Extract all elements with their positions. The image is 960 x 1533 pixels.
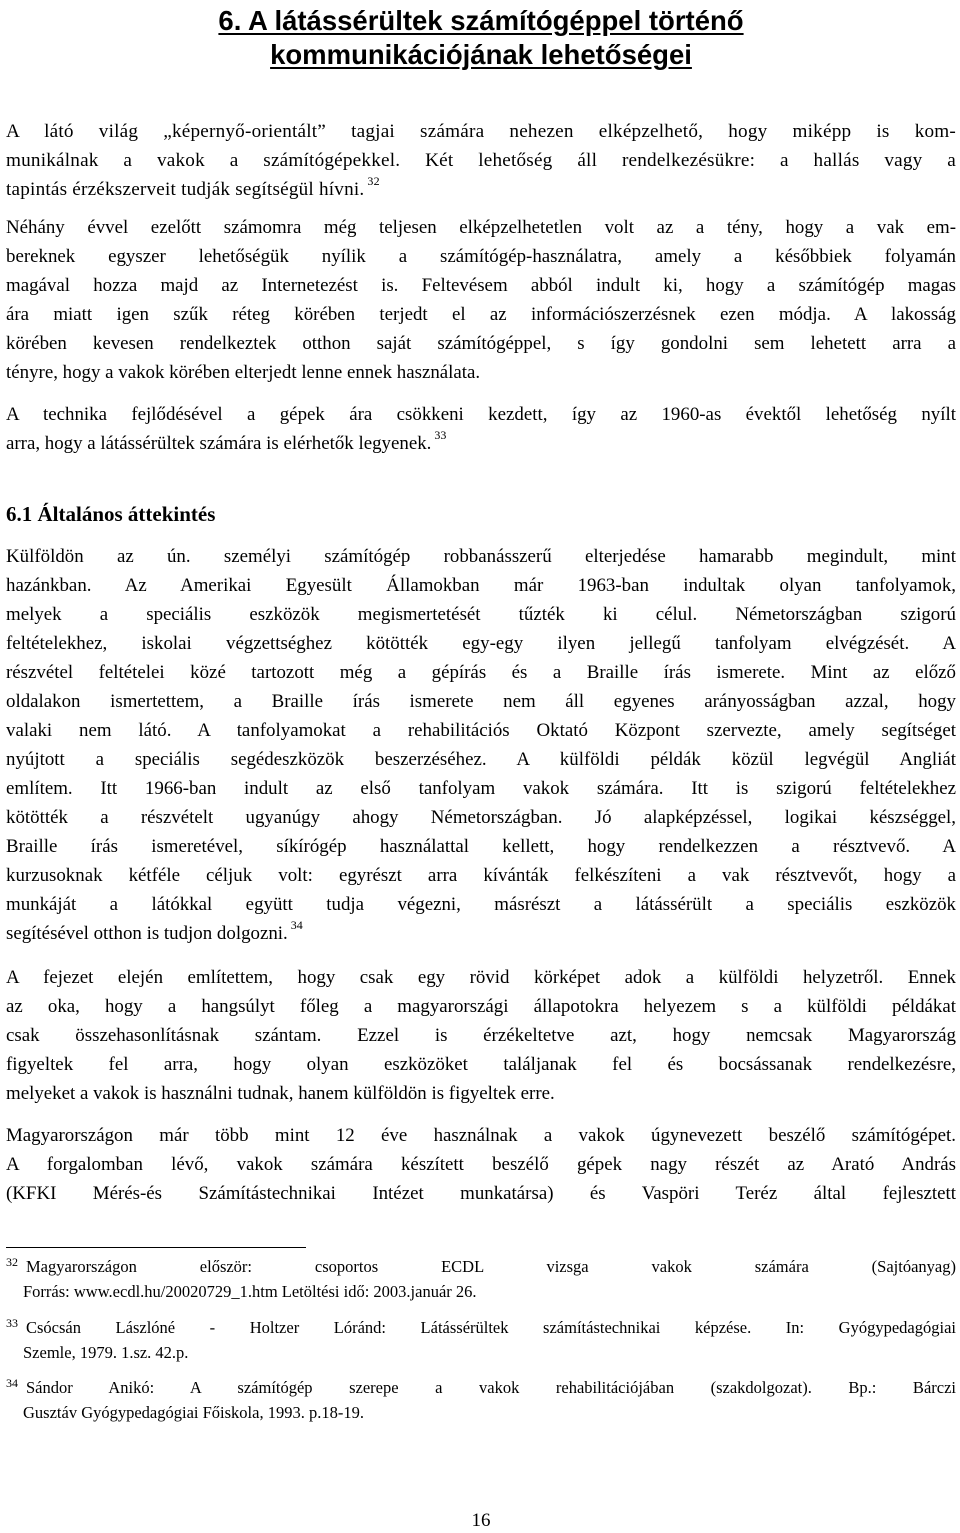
text-line: hazánkban. Az Amerikai Egyesült Államokban már 1963-ban indultak olyan tanfolyamok,	[6, 575, 956, 596]
text-line: oldalakon ismertettem, a Braille írás ismerete nem áll egyenes arányosságban azzal, hogy	[6, 691, 956, 712]
chapter-title-line-1: 6. A látássérültek számítógéppel történő	[218, 5, 744, 36]
text-line: Külföldön az ún. személyi számítógép robbanásszerű elterjedése hamarabb megindult, mint	[6, 546, 956, 567]
document-page	[6, 0, 956, 1531]
footnote-line: Forrás: www.ecdl.hu/20020729_1.htm Letöltési idő: 2003.január 26.	[23, 1282, 477, 1301]
text-line: részvétel feltételei közé tartozott még a gépírás és a Braille írás ismerete. Mint az előző	[6, 662, 956, 683]
text-line: magával hozza majd az Internetezést is. Feltevésem abból indult ki, hogy a számítógép magas	[6, 275, 956, 296]
footnote-divider	[6, 1247, 306, 1248]
text-line: kurzusoknak kétféle céljuk volt: egyrészt arra kívánták felkészíteni a vak résztvevőt, hogy a	[6, 865, 956, 886]
section-paragraph-1	[6, 542, 956, 950]
section-paragraph-2	[6, 963, 956, 1108]
text-line: az oka, hogy a hangsúlyt főleg a magyarországi állapotokra helyezem s a külföldi példákat	[6, 996, 956, 1017]
text-line: munkáját a látókkal együtt tudja végezni, másrészt a látássérült a speciális eszközök	[6, 894, 956, 915]
text-line-content: arra, hogy a látássérültek számára is elérhetők legyenek.	[6, 433, 432, 454]
text-line	[6, 919, 956, 950]
footnote-line: Gusztáv Gyógypedagógiai Főiskola, 1993. p.18-19.	[23, 1403, 364, 1422]
footnote-line	[6, 1376, 956, 1401]
text-line	[6, 175, 956, 206]
footnotes	[6, 1255, 956, 1425]
paragraph-2	[6, 213, 956, 387]
paragraph-3	[6, 400, 956, 460]
footnote-reference[interactable]: 33	[434, 428, 447, 442]
text-line: kötötték a részvételt ugyanúgy ahogy Németországban. Jó alapképzéssel, logikai készséggel,	[6, 807, 956, 828]
footnote-line	[6, 1255, 956, 1280]
text-line: tényre, hogy a vakok körében elterjedt lenne ennek használata.	[6, 362, 481, 383]
footnote-line: Szemle, 1979. 1.sz. 42.p.	[23, 1343, 189, 1362]
text-line	[6, 429, 956, 460]
text-line: Néhány évvel ezelőtt számomra még teljesen elképzelhetetlen volt az a tény, hogy a vak em-	[6, 217, 956, 238]
text-line: melyeket a vakok is használni tudnak, hanem külföldön is figyeltek erre.	[6, 1083, 555, 1104]
page-number: 16	[471, 1510, 491, 1531]
footnote-number: 34	[6, 1376, 18, 1390]
text-line: ára miatt igen szűk réteg körében terjedt el az információszerzésnek ezen módja. A lakosság	[6, 304, 956, 325]
text-line: (KFKI Mérés-és Számítástechnikai Intézet munkatársa) és Vaspöri Teréz által fejlesztett	[6, 1183, 956, 1204]
text-line: bereknek egyszer lehetőségük nyílik a számítógép-használatra, amely a későbbiek folyamán	[6, 246, 956, 267]
text-line: A látó világ „képernyő-orientált” tagjai számára nehezen elképzelhető, hogy miképp is kom-	[6, 121, 956, 142]
text-line: munikálnak a vakok a számítógépekkel. Két lehetőség áll rendelkezésükre: a hallás vagy a	[6, 150, 956, 171]
text-line: A fejezet elején említettem, hogy csak egy rövid körképet adok a külföldi helyzetről. Ennek	[6, 967, 956, 988]
chapter-title-line-2: kommunikációjának lehetőségei	[270, 39, 692, 70]
footnote-text: Magyarországon először: csoportos ECDL vizsga vakok számára (Sajtóanyag)	[26, 1257, 956, 1276]
footnote-number: 32	[6, 1255, 18, 1269]
footnote-text: Sándor Anikó: A számítógép szerepe a vakok rehabilitációjában (szakdolgozat). Bp.: Bárczi	[26, 1378, 956, 1397]
text-line: feltételekhez, iskolai végzettséghez kötötték egy-egy ilyen jellegű tanfolyam elvégzését. A	[6, 633, 956, 654]
footnote-number: 33	[6, 1316, 18, 1330]
footnote-34	[6, 1376, 956, 1425]
intro-paragraph	[6, 117, 956, 206]
text-line: A forgalomban lévő, vakok számára készített beszélő gépek nagy részét az Arató András	[6, 1154, 956, 1175]
footnote-line	[6, 1316, 956, 1341]
text-line: valaki nem látó. A tanfolyamokat a rehabilitációs Oktató Központ szervezte, amely segítséget	[6, 720, 956, 741]
footnote-32	[6, 1255, 956, 1304]
text-line: körében kevesen rendelkeztek otthon saját számítógéppel, s így gondolni sem lehetett arra a	[6, 333, 956, 354]
text-line-content: segítésével otthon is tudjon dolgozni.	[6, 923, 288, 944]
text-line: Magyarországon már több mint 12 éve használnak a vakok úgynevezett beszélő számítógépet.	[6, 1125, 956, 1146]
footnote-reference[interactable]: 32	[367, 174, 380, 188]
footnote-reference[interactable]: 34	[290, 918, 303, 932]
text-line: A technika fejlődésével a gépek ára csökkeni kezdett, így az 1960-as évektől lehetőség nyílt	[6, 404, 956, 425]
text-line: Braille írás ismeretével, síkírógép használattal kellett, hogy rendelkezzen a résztvevő. A	[6, 836, 956, 857]
text-line: nyújtott a speciális segédeszközök beszerzéséhez. A külföldi példák közül legvégül Angliát	[6, 749, 956, 770]
text-line: csak összehasonlításnak szántam. Ezzel is érzékeltetve azt, hogy nemcsak Magyarország	[6, 1025, 956, 1046]
text-line-content: tapintás érzékszerveit tudják segítségül hívni.	[6, 179, 365, 200]
section-title: 6.1 Általános áttekintés	[6, 502, 216, 526]
chapter-title	[6, 4, 956, 72]
text-line: melyek a speciális eszközök megismertetését tűzték ki célul. Németországban szigorú	[6, 604, 956, 625]
section-paragraph-3	[6, 1121, 956, 1208]
text-line: említem. Itt 1966-ban indult az első tanfolyam vakok számára. Itt is szigorú feltételekhez	[6, 778, 956, 799]
footnote-text: Csócsán Lászlóné - Holtzer Lóránd: Látássérültek számítástechnikai képzése. In: Gyógypedagógiai	[26, 1318, 956, 1337]
footnote-33	[6, 1316, 956, 1365]
text-line: figyeltek fel arra, hogy olyan eszközöket találjanak fel és bocsássanak rendelkezésre,	[6, 1054, 956, 1075]
